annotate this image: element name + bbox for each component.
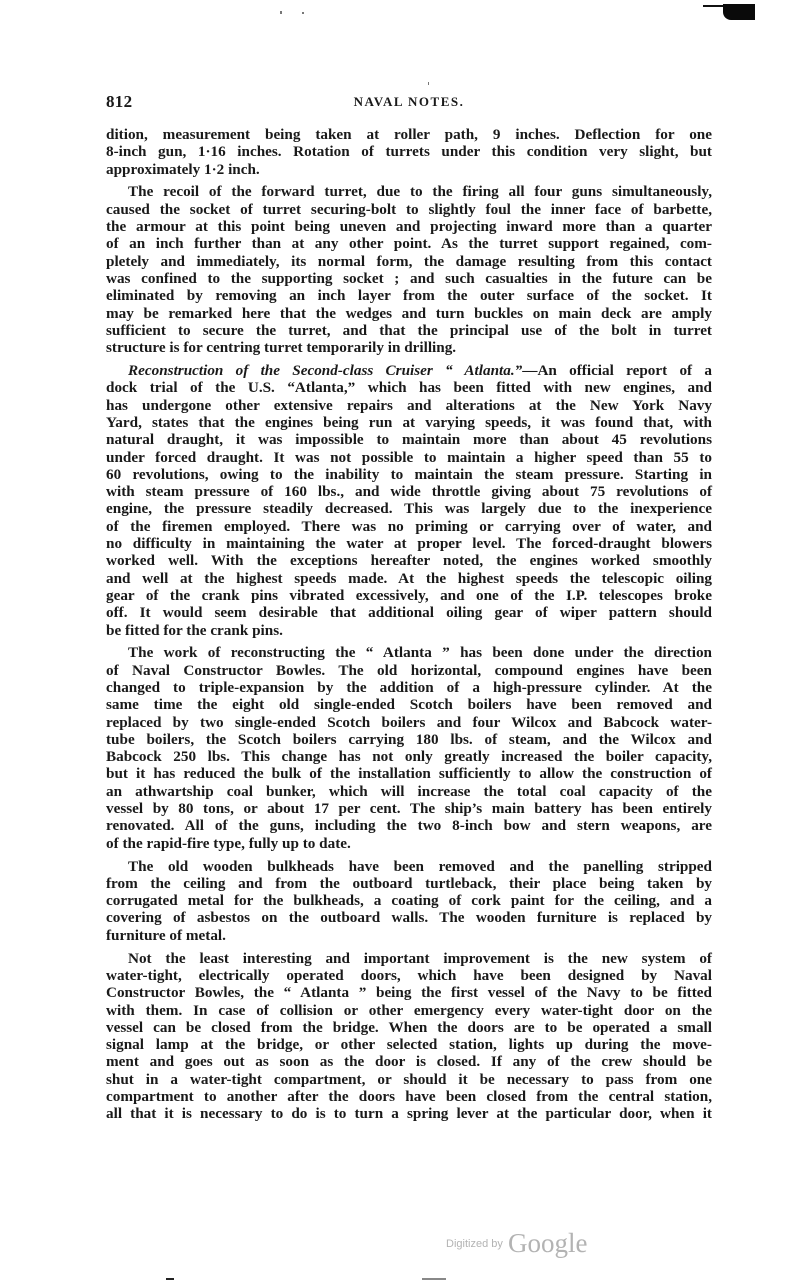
text-line: of the rapid-fire type, fully up to date. [106,834,351,852]
text-line: and well at the highest speeds made. At the highest speeds the telescopic oiling [106,569,712,587]
text-line: signal lamp at the bridge, or other selected station, lights up during the move- [106,1036,712,1054]
text-line: natural draught, it was impossible to maintain more than about 45 revolutions [106,431,712,449]
scan-speck [280,11,282,14]
text-line [106,362,712,379]
paragraph [106,362,712,639]
google-logo-text: Google [508,1228,588,1258]
text-line: but it has reduced the bulk of the installation sufficiently to allow the construction of [106,765,712,783]
page-number: 812 [106,92,133,111]
scan-artifact-bar [703,5,723,7]
text-line: of the firemen employed. There was no priming or carrying over of water, and [106,517,712,535]
text-line: with them. In case of collision or other emergency every water-tight door on the [106,1001,712,1019]
text-line: shut in a water-tight compartment, or should it be necessary to pass from one [106,1070,712,1088]
body-text [106,126,712,1128]
text-line: compartment to another after the doors have been closed from the central station, [106,1088,712,1105]
text-line: 60 revolutions, owing to the inability to maintain the steam pressure. Starting in [106,465,712,483]
text-line: water-tight, electrically operated doors, which have been designed by Naval [106,966,712,984]
heading-continuation: —An official report of a [522,362,712,380]
text-line: no difficulty in maintaining the water at proper level. The forced-draught blowers [106,535,712,553]
text-line: same time the eight old single-ended Scotch boilers have been removed and [106,696,712,714]
scan-artifact-blob [723,4,755,20]
text-line: worked well. With the exceptions hereafter noted, the engines worked smoothly [106,552,712,570]
text-line: caused the socket of turret securing-bolt to slightly foul the inner face of barbette, [106,200,712,218]
paragraph [106,950,712,1123]
text-line: structure is for centring turret temporarily in drilling. [106,339,457,357]
text-line: 8-inch gun, 1·16 inches. Rotation of turrets under this condition very slight, but [106,143,712,161]
text-line: has undergone other extensive repairs and alterations at the New York Navy [106,396,712,414]
paragraph [106,126,712,178]
text-line: covering of asbestos on the outboard walls. The wooden furniture is replaced by [106,909,712,927]
text-line: approximately 1·2 inch. [106,160,260,178]
watermark-prefix: Digitized by [446,1238,503,1250]
text-line: changed to triple-expansion by the addition of a high-pressure cylinder. At the [106,678,712,696]
text-line: with steam pressure of 160 lbs., and wide throttle giving about 75 revolutions of [106,483,712,501]
text-line: pletely and immediately, its normal form, the damage resulting from this contact [106,252,712,270]
text-line: may be remarked here that the wedges and turn buckles on main deck are amply [106,304,712,322]
scan-speck [302,12,304,14]
text-line: off. It would seem desirable that additional oiling gear of wiper pattern should [106,604,712,622]
text-line: engine, the pressure steadily decreased. This was largely due to the inexperience [106,500,712,518]
scan-artifact-mark [166,1278,174,1280]
text-line: gear of the crank pins vibrated excessively, and one of the I.P. telescopes broke [106,586,712,604]
text-line: furniture of metal. [106,926,226,944]
text-line: tube boilers, the Scotch boilers carrying 180 lbs. of steam, and the Wilcox and [106,730,712,748]
text-line: Yard, states that the engines being run at varying speeds, it was found that, with [106,413,712,431]
text-line: the armour at this point being uneven and projecting inward more than a quarter [106,218,712,236]
digitized-by-watermark [446,1228,616,1258]
text-line: Constructor Bowles, the “ Atlanta ” being the first vessel of the Navy to be fitted [106,984,712,1002]
text-line: dock trial of the U.S. “Atlanta,” which has been fitted with new engines, and [106,379,712,397]
text-line: of an inch further than at any other point. As the turret support regained, com- [106,235,712,253]
text-line: The recoil of the forward turret, due to the firing all four guns simultaneously, [128,183,712,201]
text-line: was confined to the supporting socket ; and such casualties in the future can be [106,269,712,287]
scan-artifact-mark [422,1278,446,1280]
text-line: of Naval Constructor Bowles. The old horizontal, compound engines have been [106,661,712,679]
text-line: ment and goes out as soon as the door is closed. If any of the crew should be [106,1053,712,1071]
text-line: renovated. All of the guns, including the two 8-inch bow and stern weapons, are [106,817,712,835]
text-line: dition, measurement being taken at roller path, 9 inches. Deflection for one [106,126,712,143]
text-line: replaced by two single-ended Scotch boilers and four Wilcox and Babcock water- [106,713,712,731]
text-line: eliminated by removing an inch layer from the outer surface of the socket. It [106,287,712,305]
text-line: an athwartship coal bunker, which will increase the total coal capacity of the [106,782,712,800]
scan-speck [428,82,429,85]
running-head [106,92,712,112]
text-line: The work of reconstructing the “ Atlanta ” has been done under the direction [128,644,712,662]
text-line: Not the least interesting and important improvement is the new system of [128,949,712,967]
text-line: The old wooden bulkheads have been removed and the panelling stripped [128,857,712,875]
paragraph [106,858,712,944]
page-title: NAVAL NOTES. [353,94,465,109]
text-line: be fitted for the crank pins. [106,621,283,639]
text-line: corrugated metal for the bulkheads, a coating of cork paint for the ceiling, and a [106,892,712,910]
paragraph [106,644,712,852]
text-line: from the ceiling and from the outboard turtleback, their place being taken by [106,874,712,892]
scan-artifact-corner [703,2,763,20]
text-line: vessel by 80 tons, or about 17 per cent. The ship’s main battery has been entirely [106,800,712,818]
text-line: vessel can be closed from the bridge. When the doors are to be operated a small [106,1018,712,1036]
text-line: Babcock 250 lbs. This change has not only greatly increased the boiler capacity, [106,748,712,766]
section-heading: Reconstruction of the Second-class Cruiser “ Atlanta.” [128,362,523,380]
text-line: under forced draught. It was not possible to maintain a higher speed than 55 to [106,448,712,466]
text-line: all that it is necessary to do is to turn a spring lever at the particular door, when it [106,1105,712,1123]
text-line: sufficient to secure the turret, and that the principal use of the bolt in turret [106,321,712,339]
paragraph [106,183,712,356]
